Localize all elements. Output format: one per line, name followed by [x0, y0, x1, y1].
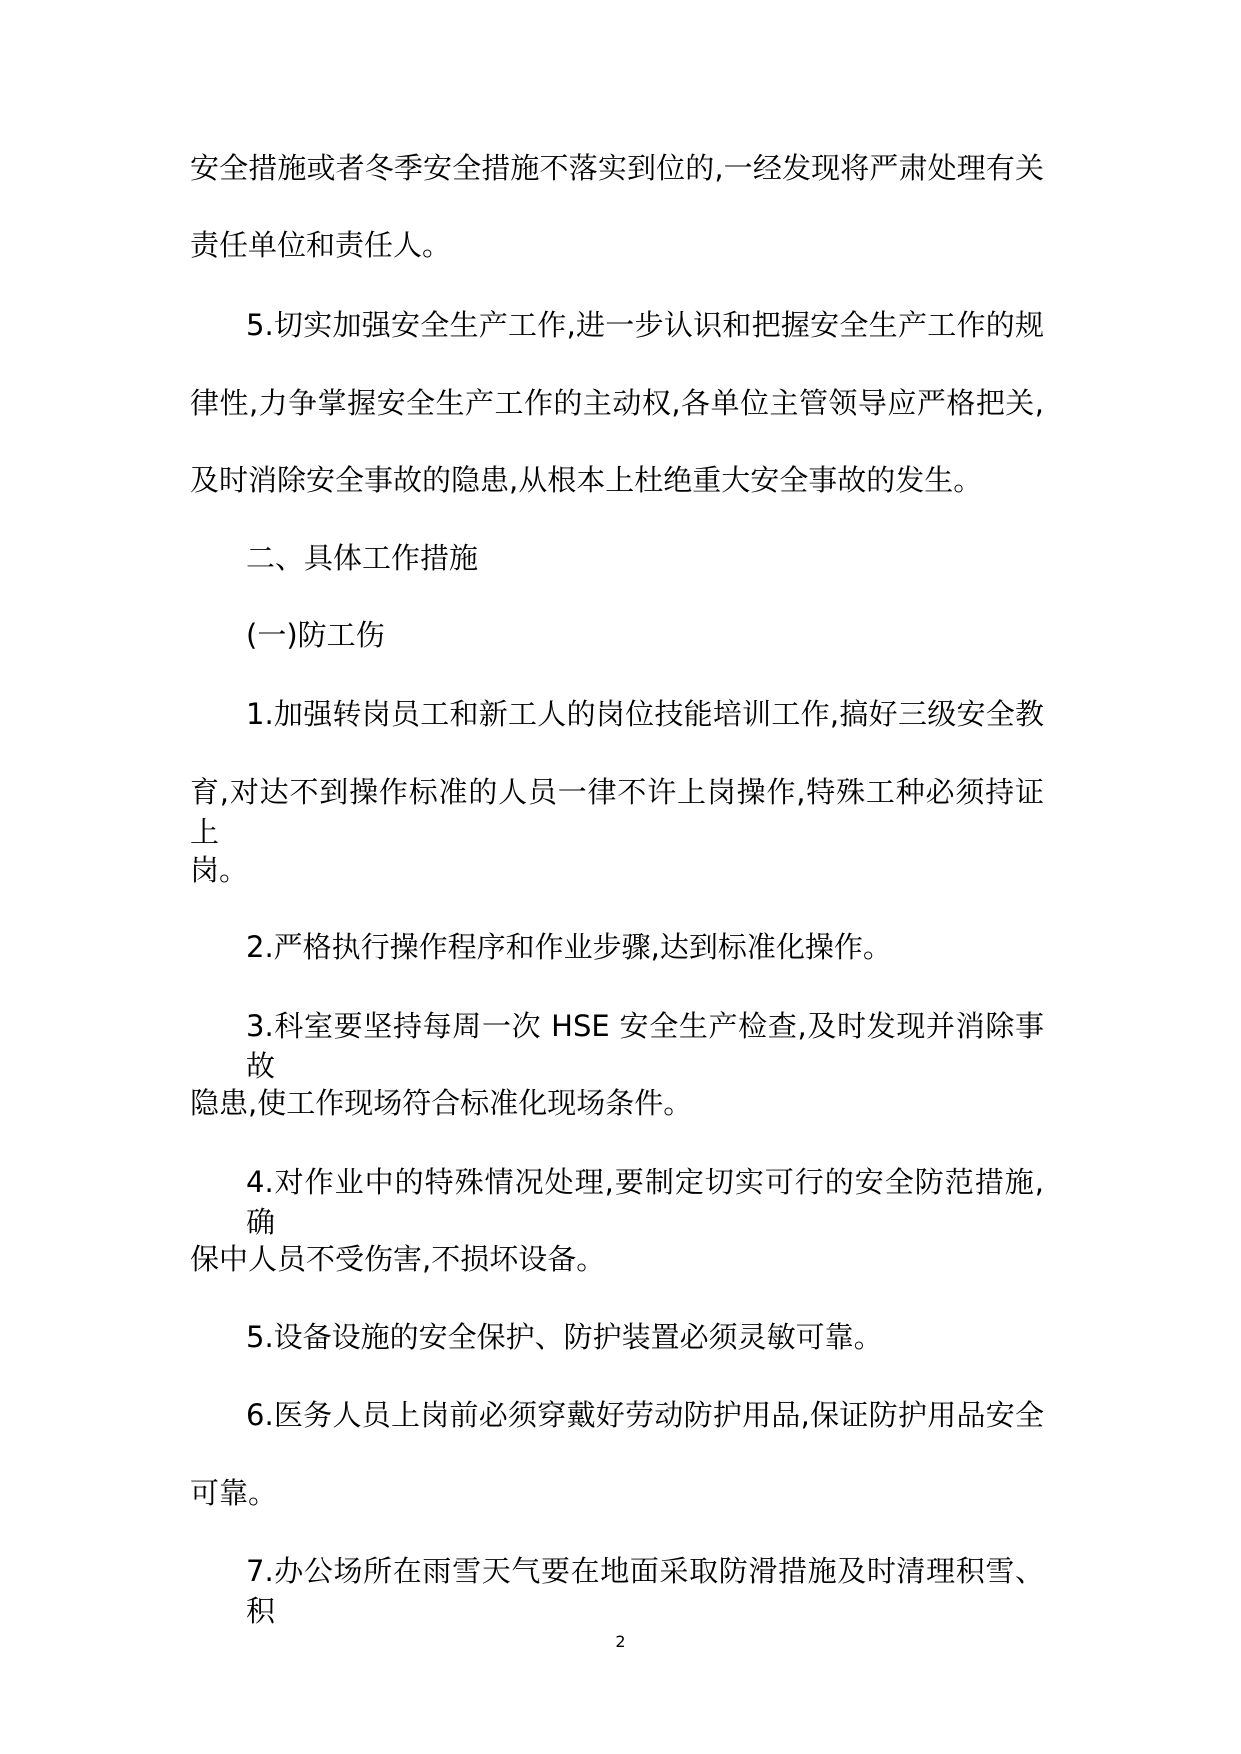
line-text: (一)防工伤 — [246, 618, 385, 652]
line-text: 4.对作业中的特殊情况处理,要制定切实可行的安全防范措施,确 — [246, 1165, 1044, 1239]
line-text: 5.设备设施的安全保护、防护装置必须灵敏可靠。 — [246, 1320, 883, 1354]
line-text: 二、具体工作措施 — [246, 541, 479, 575]
line-text: 保中人员不受伤害,不损坏设备。 — [190, 1242, 606, 1276]
line-text: 7.办公场所在雨雪天气要在地面采取防滑措施及时清理积雪、积 — [246, 1554, 1044, 1628]
line-text: 育,对达不到操作标准的人员一律不许上岗操作,特殊工种必须持证上 — [190, 775, 1044, 849]
line-text: 安全措施或者冬季安全措施不落实到位的,一经发现将严肃处理有关 — [190, 151, 1044, 185]
line-text: 隐患,使工作现场符合标准化现场条件。 — [190, 1086, 693, 1120]
line-text: 可靠。 — [190, 1476, 278, 1510]
line-text: 及时消除安全事故的隐患,从根本上杜绝重大安全事故的发生。 — [190, 463, 983, 497]
line-text: 责任单位和责任人。 — [190, 228, 452, 262]
line-text: 律性,力争掌握安全生产工作的主动权,各单位主管领导应严格把关, — [190, 386, 1044, 420]
line-text: 2.严格执行操作程序和作业步骤,达到标准化操作。 — [246, 930, 892, 964]
line-text: 5.切实加强安全生产工作,进一步认识和把握安全生产工作的规 — [246, 308, 1044, 342]
line-text: 3.科室要坚持每周一次 HSE 安全生产检查,及时发现并消除事故 — [246, 1009, 1044, 1083]
line-text: 岗。 — [190, 853, 249, 887]
line-text: 6.医务人员上岗前必须穿戴好劳动防护用品,保证防护用品安全 — [246, 1398, 1044, 1432]
line-text: 1.加强转岗员工和新工人的岗位技能培训工作,搞好三级安全教 — [246, 697, 1044, 731]
page-number: 2 — [615, 1632, 626, 1651]
